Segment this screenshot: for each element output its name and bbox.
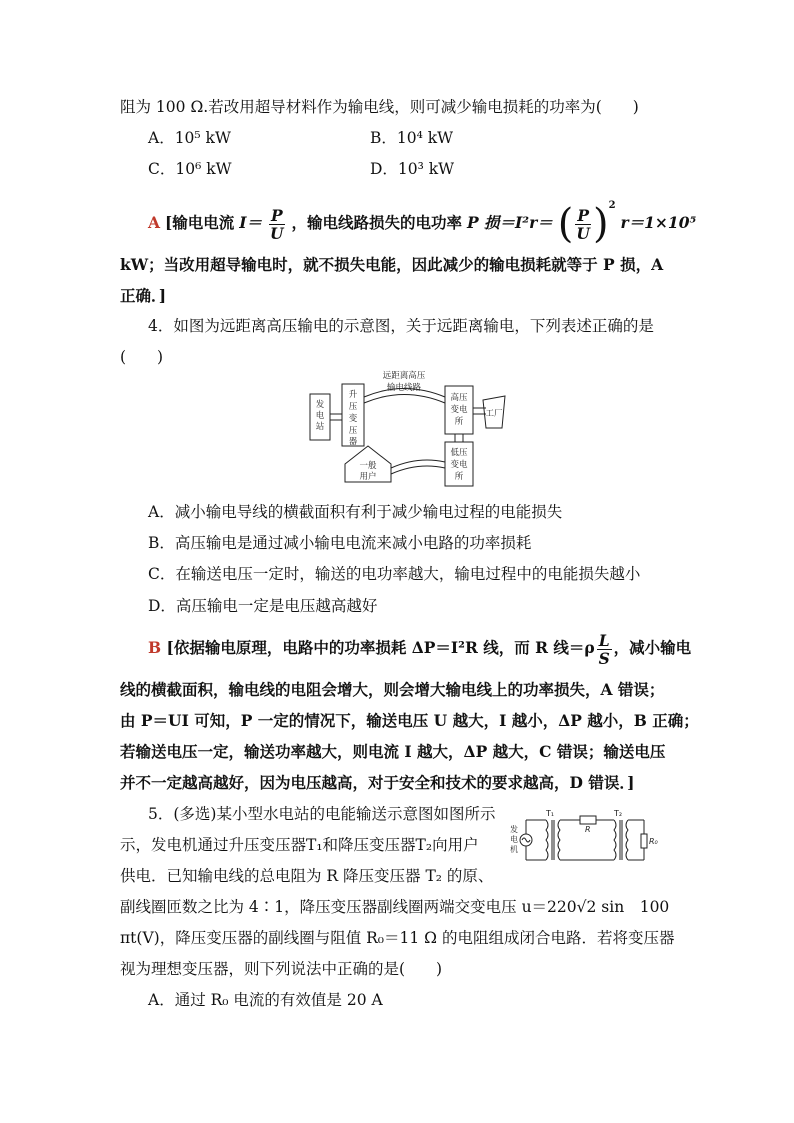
q3-fraction-p-u <box>269 207 285 242</box>
user-label-1: 一般 <box>359 461 377 471</box>
hv-line-bottom <box>364 395 445 404</box>
q4-transmission-diagram <box>300 370 520 488</box>
q4-option-b: B．高压输电是通过减小输电电流来减小电路的功率损耗 <box>148 534 532 552</box>
q3-frac-den: U <box>270 223 284 243</box>
q3-frac-num: P <box>270 205 283 225</box>
q5-stem-line2: 示，发电机通过升压变压器T₁和降压变压器T₂向用户 <box>120 836 479 854</box>
q4-option-c: C．在输送电压一定时，输送的电功率越大，输电过程中的电能损失越小 <box>148 565 641 583</box>
t1-label: T₁ <box>546 809 555 818</box>
q3-explanation-line3: 正确．] <box>120 286 167 305</box>
q3-exp-square: 2 <box>608 200 616 211</box>
gen-label-1: 发 <box>510 825 518 834</box>
q4-answer-letter: B <box>148 638 162 657</box>
q3-option-b: B．10⁴ kW <box>370 129 454 147</box>
q3-exp-part2: ，输电线路损失的电功率 <box>291 213 463 233</box>
q5-circuit-diagram <box>506 808 674 866</box>
q4-explanation-line4: 若输送电压一定，输送功率越大，则电流 I 越大，ΔP 越大，C 错误；输送电压 <box>120 742 666 761</box>
q3-exp-part3: r＝1×10⁵ <box>620 213 697 233</box>
svg-text:器: 器 <box>348 437 358 447</box>
svg-text:变电: 变电 <box>450 405 468 415</box>
q4-fraction-l-s: $\frac{L}{S}$ <box>598 630 610 668</box>
t2-secondary <box>626 820 628 860</box>
svg-text:变电: 变电 <box>450 460 468 470</box>
q3-stem-line: 阻为 100 Ω.若改用超导材料作为输电线，则可减少输电损耗的功率为( ) <box>120 98 639 116</box>
svg-text:低压: 低压 <box>450 448 468 458</box>
svg-text:升: 升 <box>348 390 358 400</box>
r0-label: R₀ <box>649 837 658 846</box>
t2-label: T₂ <box>614 809 623 818</box>
q4-explanation-line1 <box>148 628 691 668</box>
q5-stem-line6: 视为理想变压器，则下列说法中正确的是( ) <box>120 960 443 978</box>
q5-stem-line3: 供电．已知输电线的总电阻为 R 降压变压器 T₂ 的原、 <box>120 867 494 885</box>
svg-text:高压: 高压 <box>450 393 468 403</box>
q3-option-a: A．10⁵ kW <box>148 129 231 147</box>
svg-text:发: 发 <box>315 400 325 410</box>
q3-option-d: D．10³ kW <box>370 160 455 178</box>
load-resistor-r0 <box>641 834 647 848</box>
svg-text:压: 压 <box>348 426 358 436</box>
q4-option-d: D．高压输电一定是电压越高越好 <box>148 597 378 615</box>
svg-text:电: 电 <box>315 411 325 421</box>
svg-text:所: 所 <box>454 472 464 482</box>
q4-stem-line2: ( ) <box>120 348 164 366</box>
t1-secondary <box>558 820 560 860</box>
svg-text:所: 所 <box>454 417 464 427</box>
factory-label: 工厂 <box>485 409 503 419</box>
q5-stem-line1: 5．(多选)某小型水电站的电能输送示意图如图所示 <box>148 805 496 823</box>
line-resistor <box>580 816 596 824</box>
q3-explanation-line2: kW；当改用超导输电时，就不损失电能，因此减少的输电损耗就等于 P 损，A <box>120 255 664 274</box>
q4-exp-part2: ，减小输电 <box>613 638 692 657</box>
svg-text:压: 压 <box>348 402 358 412</box>
line-label-2: 输电线路 <box>386 383 422 393</box>
svg-text:变: 变 <box>348 414 358 424</box>
q3-exp-current: I＝ <box>239 213 263 233</box>
q3-option-c: C．10⁶ kW <box>148 160 232 178</box>
q4-exp-part1: [依据输电原理，电路中的功率损耗 ΔP＝I²R 线，而 R 线＝ρ <box>166 638 595 657</box>
q3-exp-loss: P 损＝I²r＝ <box>467 213 553 233</box>
user-label-2: 用户 <box>359 472 377 482</box>
q4-explanation-line3: 由 P＝UI 可知，P 一定的情况下，输送电压 U 越大，I 越小，ΔP 越小，B 正确； <box>120 711 699 730</box>
q4-stem-line1: 4．如图为远距离高压输电的示意图，关于远距离输电，下列表述正确的是 <box>148 317 654 335</box>
r-label: R <box>585 825 591 834</box>
q4-explanation-line5: 并不一定越高越好，因为电压越高，对于安全和技术的要求越高，D 错误．] <box>120 773 635 792</box>
q5-option-a: A．通过 R₀ 电流的有效值是 20 A <box>148 991 383 1009</box>
t2-primary <box>614 820 616 860</box>
q3-exp-part1: [输电电流 <box>164 213 235 233</box>
q5-stem-line4: 副线圈匝数之比为 4∶1，降压变压器副线圈两端交变电压 u＝220√2 sin 100 <box>120 898 670 916</box>
q3-answer-letter: A <box>148 213 161 233</box>
q3-explanation-line1: A [输电电流 I＝ $\frac{P}{U}$ ，输电线路损失的电功率 P 损＝I²r＝ ( $\frac{P}{U}$ )$^2$ r＝1×10⁵ <box>148 200 697 248</box>
gen-label-2: 电 <box>510 835 518 844</box>
q5-stem-line5: πt(V)，降压变压器的副线圈与阻值 R₀＝11 Ω 的电阻组成闭合电路．若将变压器 <box>120 929 675 947</box>
q4-option-a: A．减小输电导线的横截面积有利于减少输电过程的电能损失 <box>148 503 563 521</box>
gen-label-3: 机 <box>510 845 518 854</box>
svg-text:站: 站 <box>315 422 325 432</box>
t1-primary <box>546 820 548 860</box>
q4-explanation-line2: 线的横截面积，输电线的电阻会增大，则会增大输电线上的功率损失，A 错误； <box>120 680 665 699</box>
q3-fraction-p-u-2: $\frac{P}{U}$ <box>576 205 590 243</box>
line-label-1: 远距离高压 <box>382 371 426 381</box>
